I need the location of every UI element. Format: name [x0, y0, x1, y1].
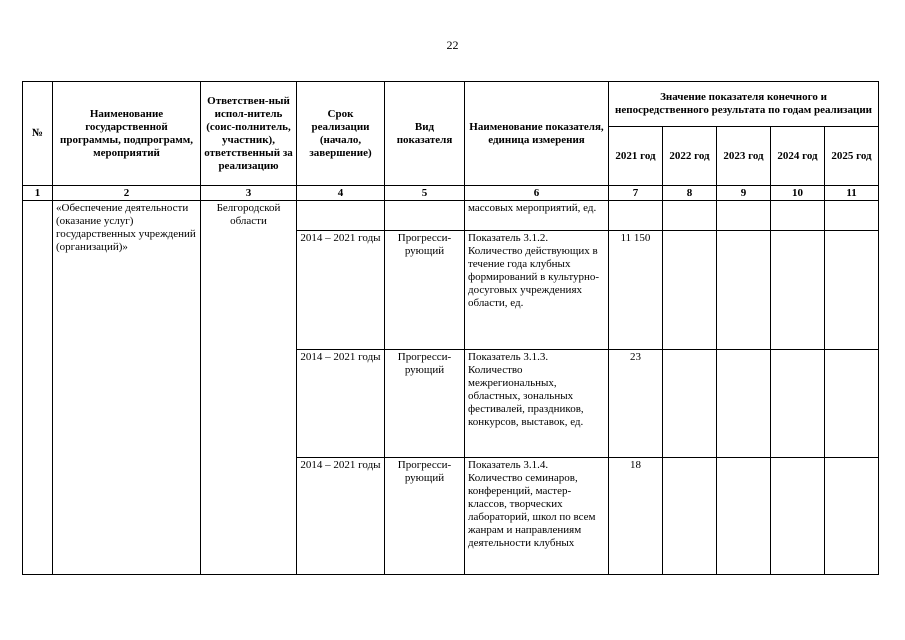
column-number: 1 — [23, 186, 53, 201]
value-cell — [663, 231, 717, 350]
header-indicator-type: Вид показателя — [385, 82, 465, 186]
value-cell — [717, 350, 771, 458]
value-cell — [717, 458, 771, 575]
value-cell — [609, 201, 663, 231]
column-number: 3 — [201, 186, 297, 201]
value-cell — [825, 201, 879, 231]
header-num: № — [23, 82, 53, 186]
value-2021-cell: 11 150 — [609, 231, 663, 350]
header-indicator-name: Наименование показателя, единица измерения — [465, 82, 609, 186]
column-number: 8 — [663, 186, 717, 201]
column-number: 6 — [465, 186, 609, 201]
column-number: 9 — [717, 186, 771, 201]
column-number: 5 — [385, 186, 465, 201]
indicator-cell: Показатель 3.1.3. Количество межрегиональных, областных, зональных фестивалей, праздников, конкурсов, выставок, ед. — [465, 350, 609, 458]
column-number: 11 — [825, 186, 879, 201]
indicator-cell: Показатель 3.1.4. Количество семинаров, конференций, мастер-классов, творческих лабораторий, школ по всем жанрам и направлениям деятельности клубных — [465, 458, 609, 575]
value-2021-cell: 23 — [609, 350, 663, 458]
value-cell — [663, 458, 717, 575]
indicator-cell: Показатель 3.1.2. Количество действующих в течение года клубных формирований в культурно-досуговых учреждениях области, ед. — [465, 231, 609, 350]
header-year-2022: 2022 год — [663, 127, 717, 186]
value-cell — [663, 201, 717, 231]
period-cell — [297, 201, 385, 231]
indicators-table — [22, 81, 879, 575]
value-cell — [771, 231, 825, 350]
header-year-2021: 2021 год — [609, 127, 663, 186]
header-period: Срок реализации (начало, завершение) — [297, 82, 385, 186]
value-2021-cell: 18 — [609, 458, 663, 575]
value-cell — [771, 201, 825, 231]
type-cell: Прогресси-рующий — [385, 458, 465, 575]
value-cell — [717, 231, 771, 350]
header-program: Наименование государственной программы, подпрограмм, мероприятий — [53, 82, 201, 186]
value-cell — [825, 350, 879, 458]
column-number: 4 — [297, 186, 385, 201]
header-year-2025: 2025 год — [825, 127, 879, 186]
header-executor: Ответствен-ный испол-нитель (соис-полнитель, участник), ответственный за реализацию — [201, 82, 297, 186]
period-cell: 2014 – 2021 годы — [297, 350, 385, 458]
header-values-group: Значение показателя конечного и непосредственного результата по годам реализации — [609, 82, 879, 127]
value-cell — [825, 458, 879, 575]
value-cell — [663, 350, 717, 458]
table-row — [23, 201, 879, 231]
column-number-row — [23, 186, 879, 201]
header-year-2023: 2023 год — [717, 127, 771, 186]
indicator-cell: массовых мероприятий, ед. — [465, 201, 609, 231]
column-number: 7 — [609, 186, 663, 201]
value-cell — [771, 458, 825, 575]
type-cell: Прогресси-рующий — [385, 350, 465, 458]
type-cell — [385, 201, 465, 231]
column-number: 10 — [771, 186, 825, 201]
column-number: 2 — [53, 186, 201, 201]
period-cell: 2014 – 2021 годы — [297, 231, 385, 350]
value-cell — [717, 201, 771, 231]
executor-cell: Белгородской области — [201, 201, 297, 575]
header-year-2024: 2024 год — [771, 127, 825, 186]
value-cell — [825, 231, 879, 350]
value-cell — [771, 350, 825, 458]
num-cell — [23, 201, 53, 575]
page-number: 22 — [446, 38, 459, 52]
period-cell: 2014 – 2021 годы — [297, 458, 385, 575]
type-cell: Прогресси-рующий — [385, 231, 465, 350]
program-cell: «Обеспечение деятельности (оказание услуг) государственных учреждений (организаций)» — [53, 201, 201, 575]
